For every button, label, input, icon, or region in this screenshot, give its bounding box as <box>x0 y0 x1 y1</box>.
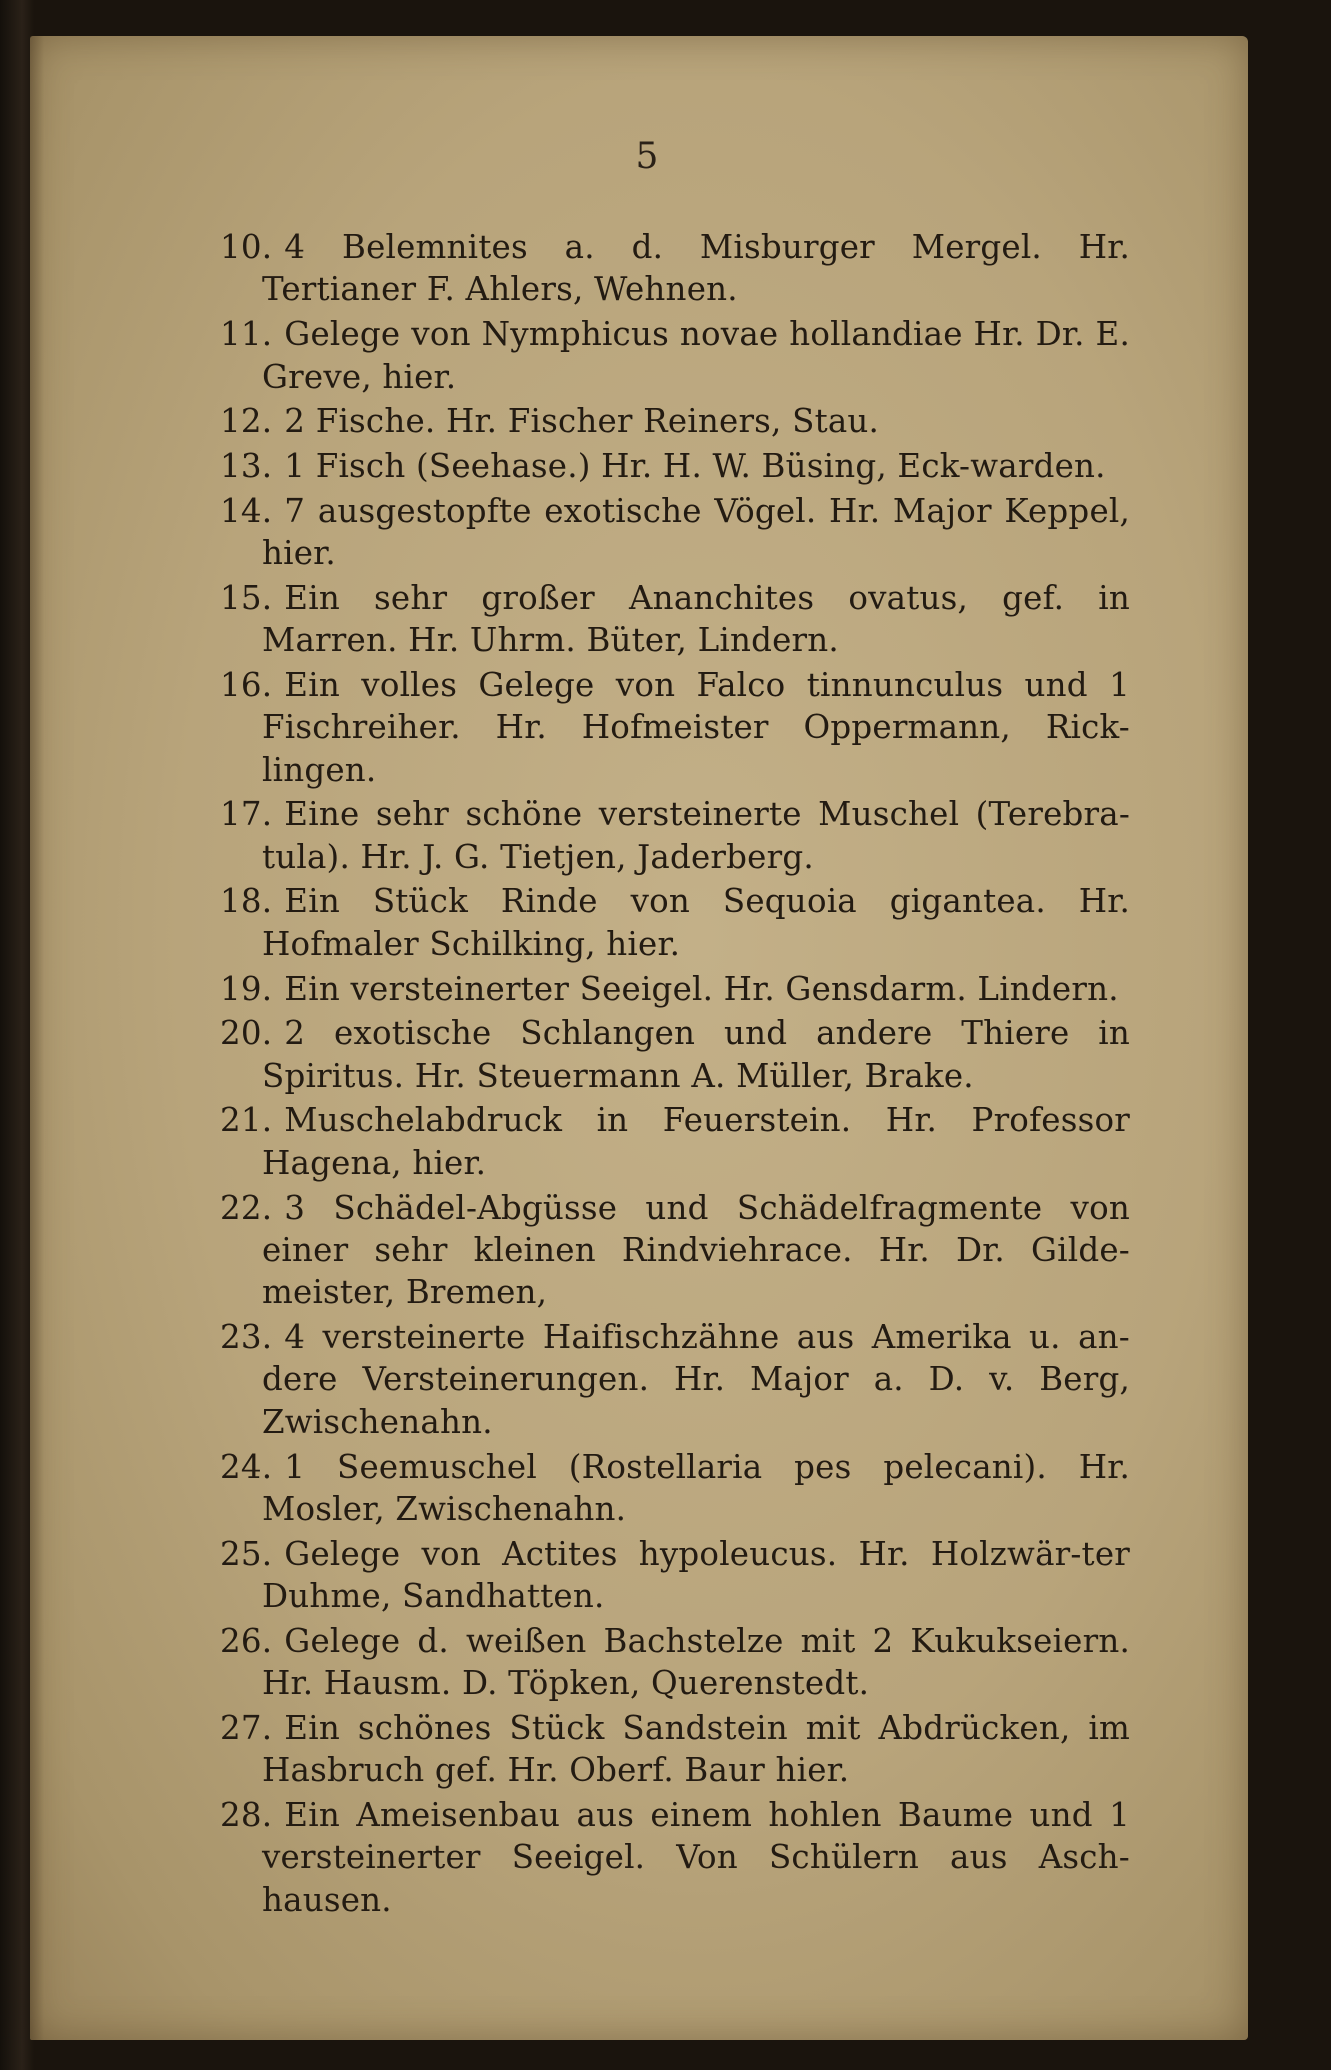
list-item <box>220 968 1130 1010</box>
item-number: 22. <box>220 1188 273 1227</box>
list-item <box>220 490 1130 575</box>
list-item <box>220 1620 1130 1705</box>
item-number: 10. <box>220 228 273 266</box>
item-text: Ein sehr großer Ananchites ovatus, gef. in Marren. Hr. Uhrm. Büter, Lindern. <box>262 578 1130 660</box>
item-number: 28. <box>220 1795 273 1834</box>
item-number: 15. <box>220 578 273 617</box>
item-text: Gelege von Nymphicus novae hollandiae Hr. Dr. E. Greve, hier. <box>262 315 1130 396</box>
item-number: 19. <box>220 969 273 1008</box>
list-item <box>220 400 1130 442</box>
item-number: 17. <box>220 795 273 834</box>
item-text: Ein volles Gelege von Falco tinnunculus und 1 Fischreiher. Hr. Hofmeister Oppermann, Rick-lingen. <box>262 665 1130 789</box>
item-text: 1 Fisch (Seehase.) Hr. H. W. Büsing, Eck-warden. <box>284 446 1106 485</box>
page-number: 5 <box>635 136 659 177</box>
list-item <box>220 880 1130 965</box>
item-text: 2 exotische Schlangen und andere Thiere in Spiritus. Hr. Steuermann A. Müller, Brake. <box>262 1014 1130 1095</box>
book-page <box>30 36 1248 2040</box>
item-text: 7 ausgestopfte exotische Vögel. Hr. Major Keppel, hier. <box>262 491 1130 573</box>
item-text: Gelege von Actites hypoleucus. Hr. Holzwär-ter Duhme, Sandhatten. <box>262 1534 1130 1616</box>
donation-list <box>220 226 1130 1923</box>
list-item <box>220 1316 1130 1443</box>
list-item <box>220 1533 1130 1618</box>
item-text: 3 Schädel-Abgüsse und Schädelfragmente von einer sehr kleinen Rindviehrace. Hr. Dr. Gilde-meister, Bremen, <box>262 1188 1130 1312</box>
item-text: 4 versteinerte Haifischzähne aus Amerika u. an-dere Versteinerungen. Hr. Major a. D. v. Berg, Zwischenahn. <box>262 1318 1130 1441</box>
item-number: 27. <box>220 1708 273 1747</box>
item-text: 2 Fische. Hr. Fischer Reiners, Stau. <box>284 402 880 441</box>
item-text: 1 Seemuschel (Rostellaria pes pelecani). Hr. Mosler, Zwischenahn. <box>262 1447 1130 1528</box>
item-text: Ein versteinerter Seeigel. Hr. Gensdarm. Lindern. <box>284 969 1119 1008</box>
item-number: 18. <box>220 882 273 921</box>
item-number: 21. <box>220 1101 273 1140</box>
item-text: Ein Stück Rinde von Sequoia gigantea. Hr. Hofmaler Schilking, hier. <box>262 882 1130 963</box>
item-text: Ein schönes Stück Sandstein mit Abdrücken, im Hasbruch gef. Hr. Oberf. Baur hier. <box>262 1708 1130 1790</box>
list-item <box>220 313 1130 398</box>
list-item <box>220 1012 1130 1097</box>
list-item <box>220 1099 1130 1184</box>
item-number: 25. <box>220 1534 273 1573</box>
item-text: Ein Ameisenbau aus einem hohlen Baume und 1 versteinerter Seeigel. Von Schülern aus Asch-hausen. <box>262 1795 1130 1919</box>
list-item <box>220 577 1130 662</box>
list-item <box>220 445 1130 487</box>
list-item <box>220 793 1130 878</box>
item-number: 14. <box>220 491 273 530</box>
item-number: 20. <box>220 1014 273 1053</box>
list-item <box>220 664 1130 791</box>
item-text: 4 Belemnites a. d. Misburger Mergel. Hr. Tertianer F. Ahlers, Wehnen. <box>262 228 1130 309</box>
item-number: 23. <box>220 1318 273 1357</box>
item-number: 12. <box>220 402 273 441</box>
item-text: Eine sehr schöne versteinerte Muschel (Terebra-tula). Hr. J. G. Tietjen, Jaderberg. <box>262 795 1130 876</box>
item-number: 26. <box>220 1621 273 1660</box>
list-item <box>220 1446 1130 1531</box>
list-item <box>220 1707 1130 1792</box>
item-number: 24. <box>220 1447 273 1486</box>
list-item <box>220 1794 1130 1921</box>
list-item <box>220 226 1130 311</box>
item-text: Gelege d. weißen Bachstelze mit 2 Kukukseiern. Hr. Hausm. D. Töpken, Querenstedt. <box>262 1621 1130 1703</box>
item-number: 11. <box>220 315 273 354</box>
item-text: Muschelabdruck in Feuerstein. Hr. Professor Hagena, hier. <box>262 1101 1130 1182</box>
item-number: 13. <box>220 446 273 485</box>
list-item <box>220 1187 1130 1314</box>
item-number: 16. <box>220 665 273 704</box>
